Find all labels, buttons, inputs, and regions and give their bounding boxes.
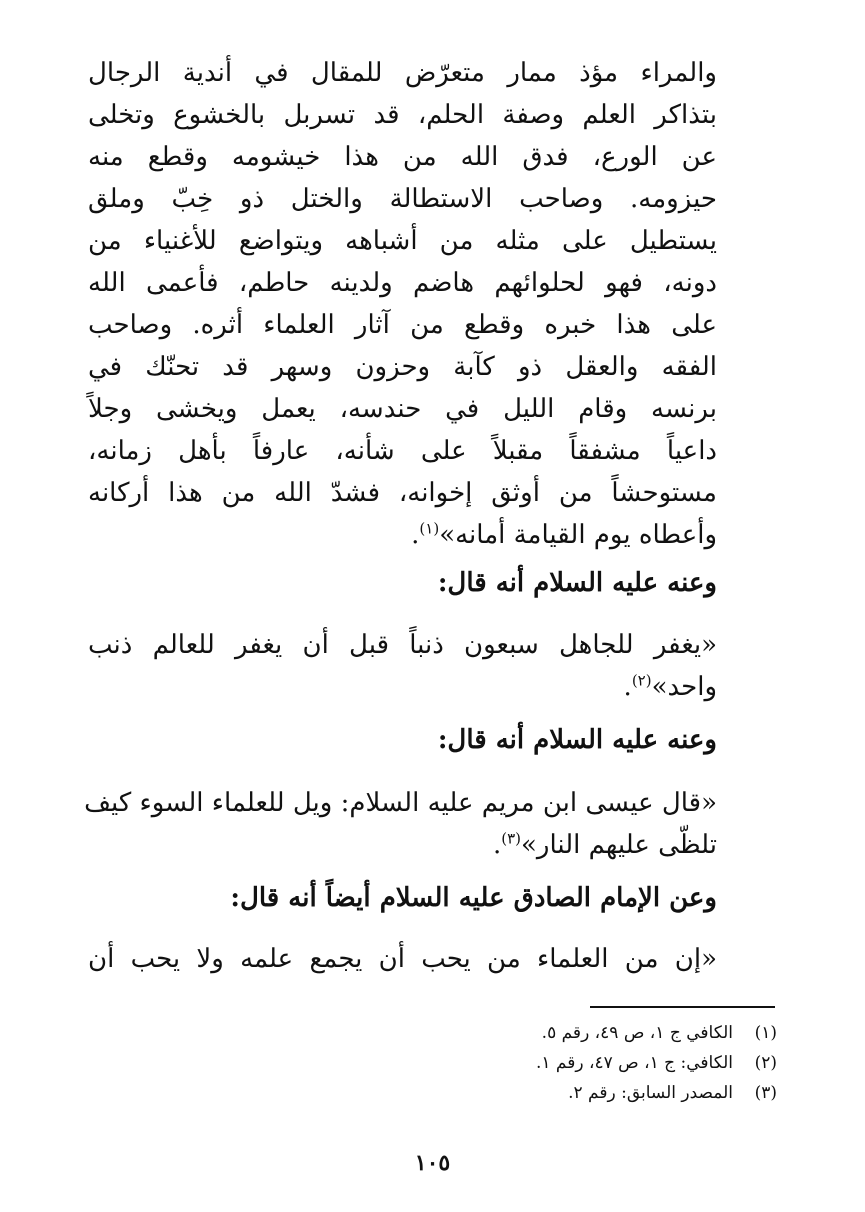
heading-narration: وعنه عليه السلام أنه قال: [437, 725, 717, 755]
text-line: يستطيل على مثله من أشباهه ويتواضع للأغنياء من [88, 226, 717, 256]
text-line: واحد»$^{(٢)}$. [623, 671, 717, 702]
text-line: الفقه والعقل ذو كآبة وحزون وسهر قد تحنّك في [88, 352, 717, 382]
main-paragraph [88, 52, 717, 556]
footnote-text: الكافي ج ١، ص ٤٩، رقم ٥. [541, 1023, 733, 1043]
footnote-text: الكافي: ج ١، ص ٤٧، رقم ١. [535, 1053, 733, 1073]
footnote-item [357, 1048, 777, 1078]
text-line: «إن من العلماء من يحب أن يجمع علمه ولا يحب أن [88, 944, 717, 974]
text-line: برنسه وقام الليل في حندسه، يعمل ويخشى وجلاً [88, 394, 717, 424]
text-line: «يغفر للجاهل سبعون ذنباً قبل أن يغفر للعالم ذنب [88, 630, 717, 660]
quote-block [88, 938, 717, 980]
text-line: دونه، فهو لحلوائهم هاضم ولدينه حاطم، فأعمى الله [88, 268, 717, 298]
text-line: مستوحشاً من أوثق إخوانه، فشدّ الله من هذا أركانه [88, 478, 717, 508]
heading-narration: وعنه عليه السلام أنه قال: [437, 568, 717, 598]
footnote-mark: (١) [419, 519, 440, 538]
text-line: داعياً مشفقاً مقبلاً على شأنه، عارفاً بأهل زمانه، [88, 436, 717, 466]
footnote-number: (٢) [754, 1053, 777, 1073]
text-line-content: وأعطاه يوم القيامة أمانه» [439, 520, 717, 550]
text-line: بتذاكر العلم وصفة الحلم، قد تسربل بالخشوع وتخلى [88, 100, 717, 130]
footnote-item [357, 1018, 777, 1048]
footnote-number: (٣) [754, 1083, 777, 1103]
quote-block [84, 782, 717, 866]
text-line: على هذا خبره وقطع من آثار العلماء أثره. وصاحب [88, 310, 717, 340]
footnotes [357, 1018, 777, 1108]
page-number: ١٠٥ [414, 1150, 451, 1176]
footnote-item [357, 1078, 777, 1108]
text-line: والمراء مؤذ ممار متعرّض للمقال في أندية الرجال [88, 58, 717, 88]
footnote-text: المصدر السابق: رقم ٢. [568, 1083, 733, 1103]
footnote-divider [590, 1006, 775, 1008]
text-line: «قال عيسى ابن مريم عليه السلام: ويل للعلماء السوء كيف [84, 788, 717, 818]
text-line-content: واحد» [651, 672, 717, 702]
text-line-content: تلظّى عليهم النار» [520, 830, 717, 860]
footnote-mark: (٢) [631, 671, 652, 690]
text-line: وأعطاه يوم القيامة أمانه»$^{(١)}$. [411, 519, 717, 550]
heading-narration: وعن الإمام الصادق عليه السلام أيضاً أنه قال: [230, 883, 717, 913]
text-line: حيزومه. وصاحب الاستطالة والختل ذو خِبّ وملق [88, 184, 717, 214]
footnote-number: (١) [754, 1023, 777, 1043]
text-line: تلظّى عليهم النار»$^{(٣)}$. [492, 829, 717, 860]
text-line: عن الورع، فدق الله من هذا خيشومه وقطع منه [88, 142, 717, 172]
quote-block [88, 624, 717, 708]
footnote-mark: (٣) [501, 829, 521, 848]
